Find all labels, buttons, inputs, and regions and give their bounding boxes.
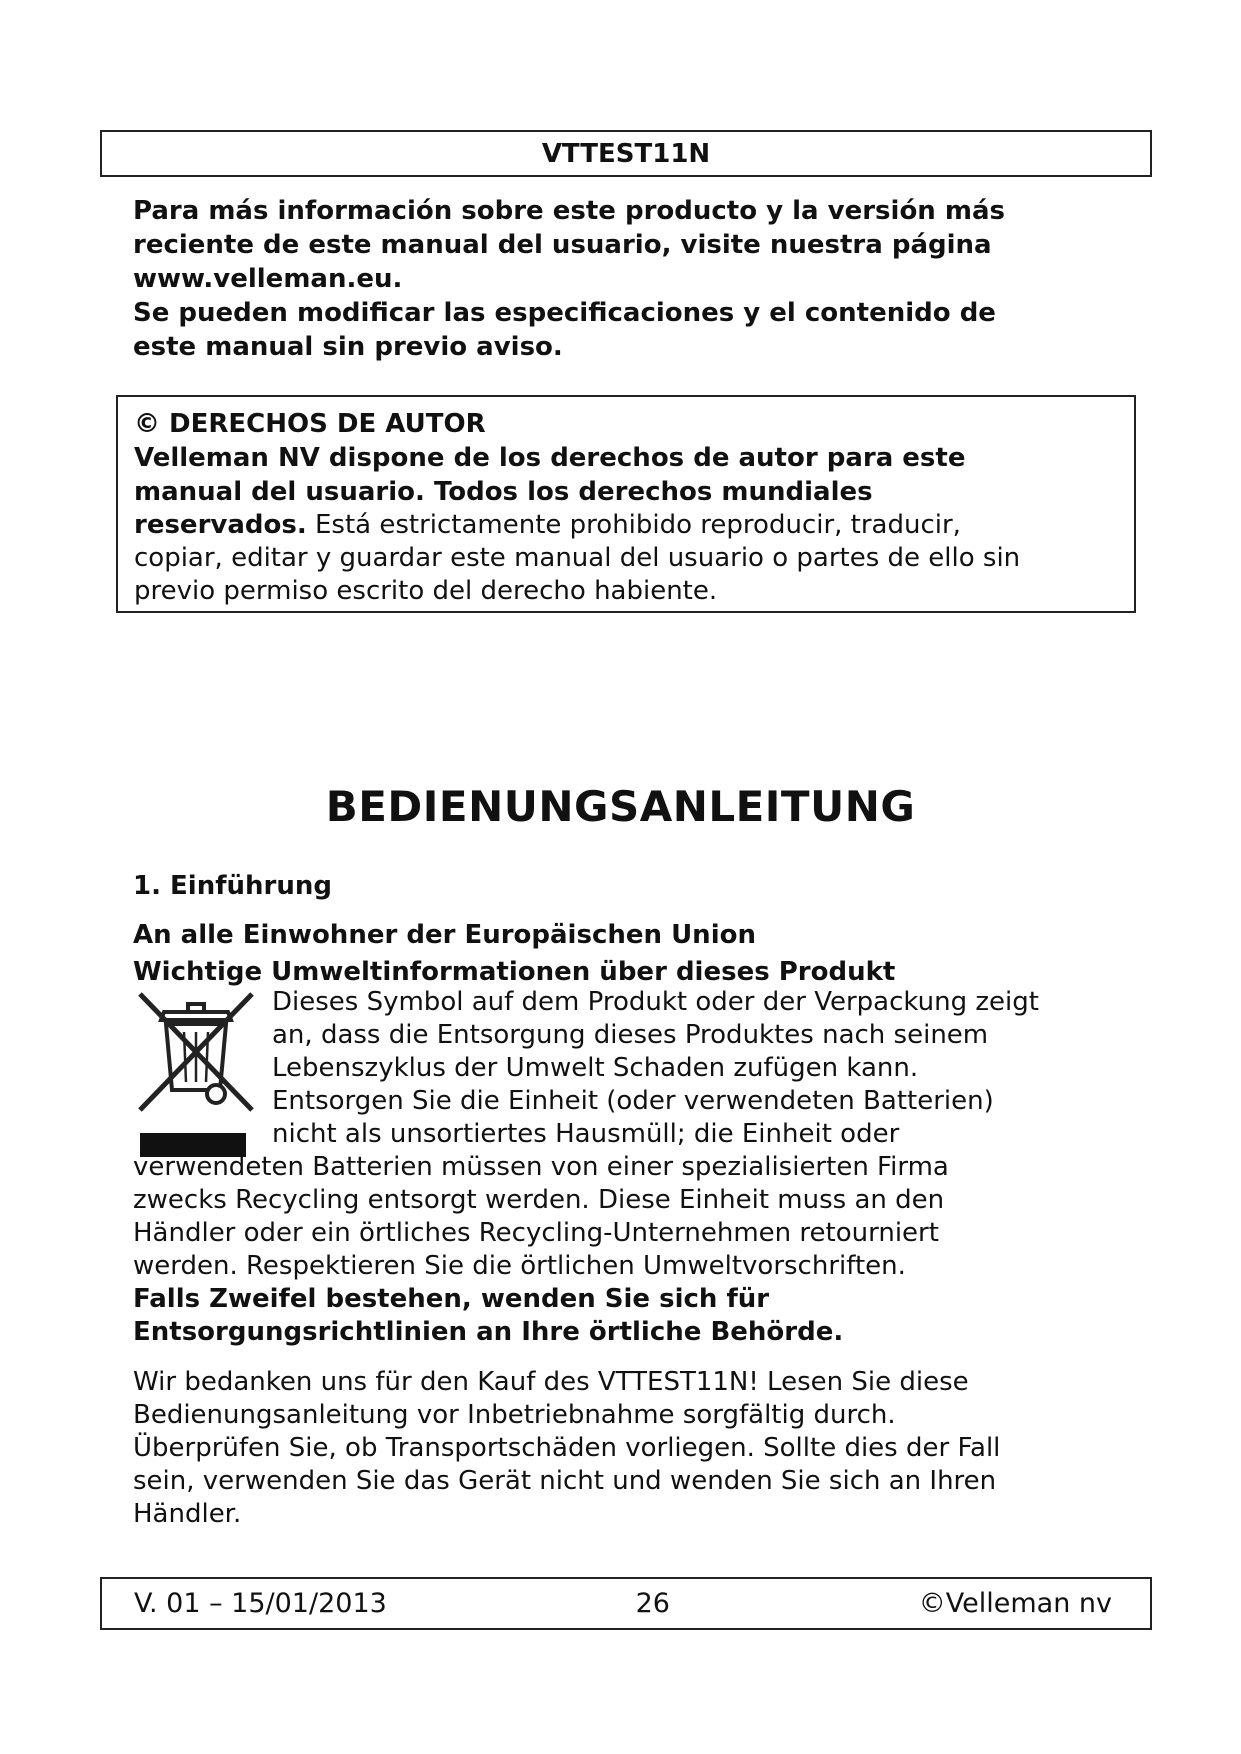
copyright-line: previo permiso escrito del derecho habiente. bbox=[134, 576, 718, 606]
intro-line: Se pueden modificar las especificaciones y el contenido de bbox=[133, 298, 996, 328]
text-line: Lebenszyklus der Umwelt Schaden zufügen kann. bbox=[272, 1053, 919, 1083]
header-box bbox=[100, 130, 1152, 177]
text-line-bold: Entsorgungsrichtlinien an Ihre örtliche Behörde. bbox=[133, 1317, 844, 1347]
text-line: verwendeten Batterien müssen von einer spezialisierten Firma bbox=[133, 1152, 949, 1182]
text-line: Überprüfen Sie, ob Transportschäden vorliegen. Sollte dies der Fall bbox=[133, 1433, 1001, 1463]
text-line: werden. Respektieren Sie die örtlichen Umweltvorschriften. bbox=[133, 1251, 906, 1281]
weee-full-text bbox=[133, 1151, 1133, 1349]
footer-box bbox=[100, 1577, 1152, 1630]
text-line: Bedienungsanleitung vor Inbetriebnahme sorgfältig durch. bbox=[133, 1400, 896, 1430]
weee-wrapped-text bbox=[272, 986, 1132, 1151]
copyright-line: copiar, editar y guardar este manual del usuario o partes de ello sin bbox=[134, 543, 1021, 573]
copyright-mixed-line bbox=[134, 509, 1118, 542]
copyright-line: Velleman NV dispone de los derechos de autor para este bbox=[134, 443, 966, 473]
copyright-bold-inline: reservados. bbox=[134, 510, 307, 540]
subheading-eu: An alle Einwohner der Europäischen Union bbox=[133, 920, 756, 950]
text-line: an, dass die Entsorgung dieses Produktes nach seinem bbox=[272, 1020, 989, 1050]
document-title: VTTEST11N bbox=[541, 138, 711, 169]
intro-line: reciente de este manual del usuario, visite nuestra página bbox=[133, 230, 992, 260]
weee-bin-icon bbox=[136, 990, 256, 1165]
closing-paragraph bbox=[133, 1366, 1133, 1531]
subheading-environment: Wichtige Umweltinformationen über dieses Produkt bbox=[133, 957, 896, 987]
footer-page-number: 26 bbox=[635, 1588, 670, 1619]
intro-line: www.velleman.eu. bbox=[133, 264, 403, 294]
text-line: Entsorgen Sie die Einheit (oder verwendeten Batterien) bbox=[272, 1086, 994, 1116]
section-title: 1. Einführung bbox=[133, 871, 332, 901]
copyright-line-rest: Está estrictamente prohibido reproducir, traducir, bbox=[306, 510, 961, 540]
text-line: Wir bedanken uns für den Kauf des VTTEST11N! Lesen Sie diese bbox=[133, 1367, 969, 1397]
footer-copyright: ©Velleman nv bbox=[918, 1588, 1112, 1619]
copyright-line: manual del usuario. Todos los derechos mundiales bbox=[134, 477, 873, 507]
intro-line: este manual sin previo aviso. bbox=[133, 332, 563, 362]
text-line: nicht als unsortiertes Hausmüll; die Einheit oder bbox=[272, 1119, 900, 1149]
copyright-box bbox=[116, 395, 1136, 613]
main-title: BEDIENUNGSANLEITUNG bbox=[325, 782, 916, 831]
intro-paragraph bbox=[133, 194, 1153, 364]
text-line: Händler oder ein örtliches Recycling-Unternehmen retourniert bbox=[133, 1218, 939, 1248]
text-line: zwecks Recycling entsorgt werden. Diese Einheit muss an den bbox=[133, 1185, 945, 1215]
text-line-bold: Falls Zweifel bestehen, wenden Sie sich für bbox=[133, 1284, 770, 1314]
copyright-heading: © DERECHOS DE AUTOR bbox=[134, 409, 486, 439]
text-line: Dieses Symbol auf dem Produkt oder der Verpackung zeigt bbox=[272, 987, 1039, 1017]
text-line: Händler. bbox=[133, 1499, 242, 1529]
text-line: sein, verwenden Sie das Gerät nicht und wenden Sie sich an Ihren bbox=[133, 1466, 997, 1496]
footer-version: V. 01 – 15/01/2013 bbox=[134, 1588, 387, 1619]
intro-line: Para más información sobre este producto y la versión más bbox=[133, 196, 1005, 226]
